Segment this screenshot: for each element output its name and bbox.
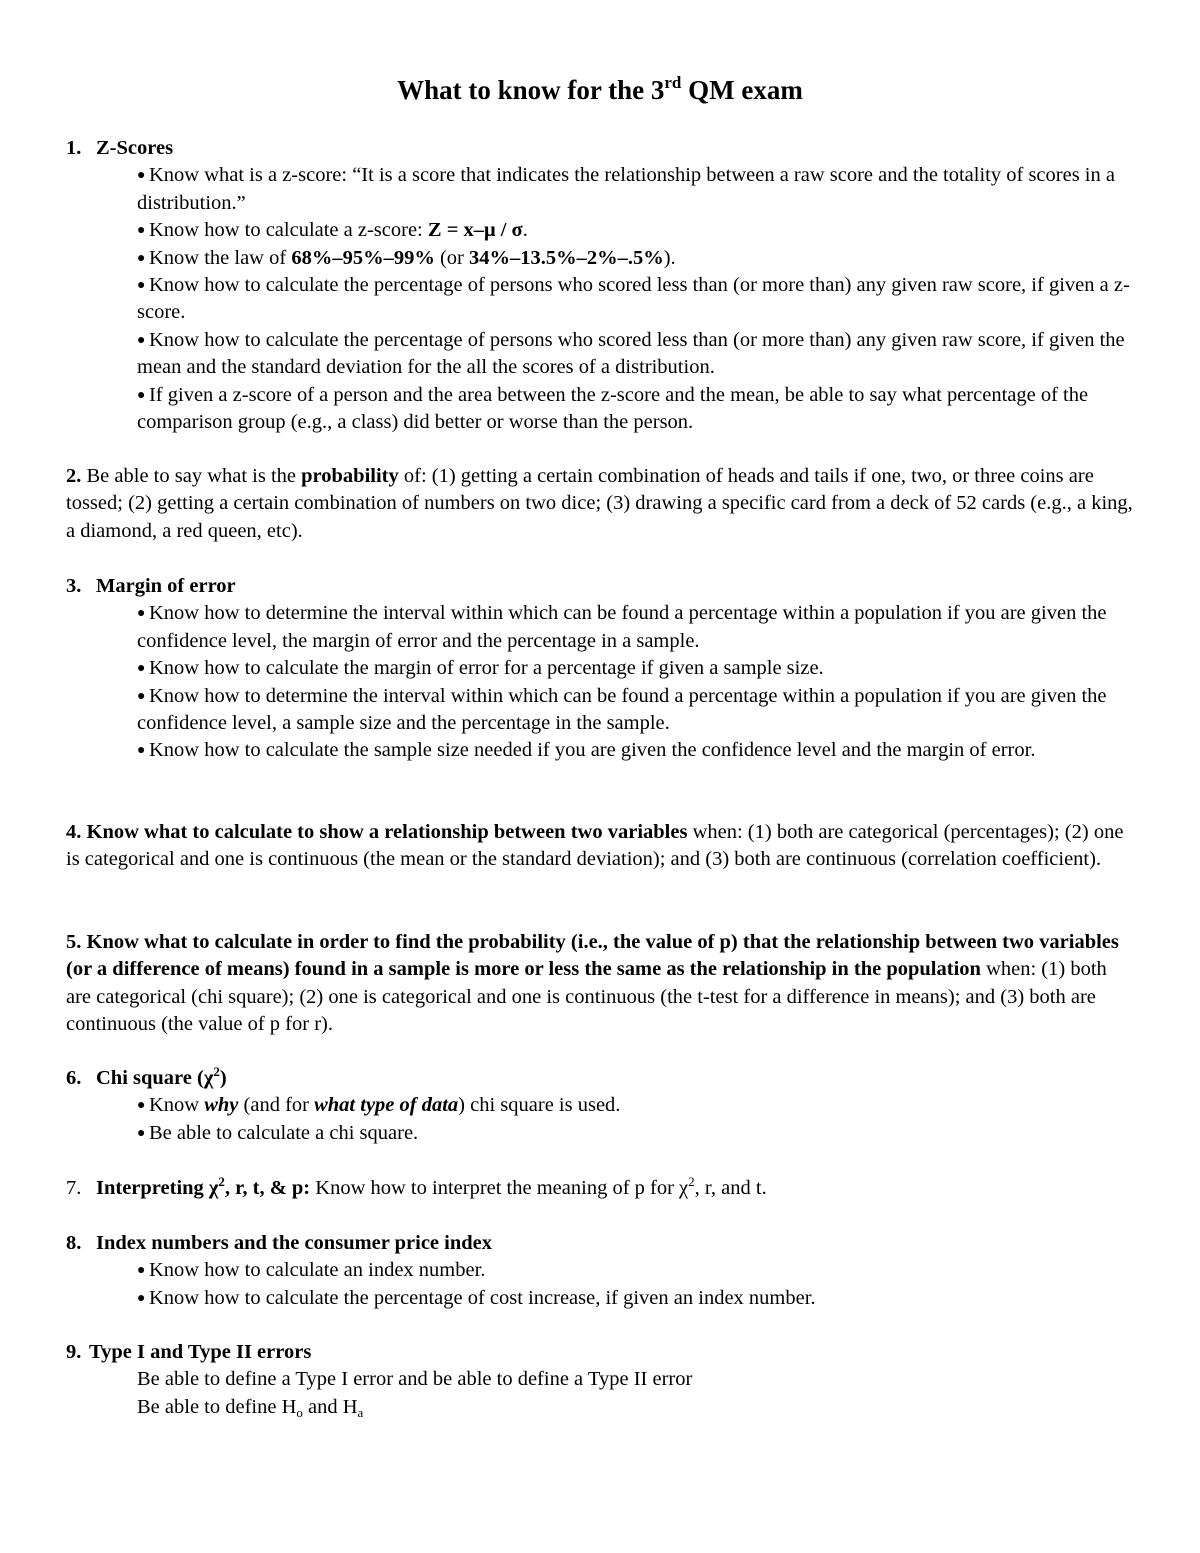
- bullet-item: ● Know how to calculate a z-score: Z = x–μ / σ.: [137, 217, 1136, 244]
- section-interpreting: 7. Interpreting $\chi^2$, r, t, & p: Know how to interpret the meaning of p for $\chi^2$, r, and t.: [66, 1174, 767, 1199]
- bullet-item: ● Know how to determine the interval within which can be found a percentage within a population if you are given the confidence level, the margin of error and the percentage in a sample.: [137, 600, 1136, 655]
- bullet-item: ● Know how to calculate the margin of error for a percentage if given a sample size.: [137, 655, 1136, 682]
- section-z-scores: [66, 135, 1136, 436]
- page-title: What to know for the 3rd QM exam: [397, 73, 803, 105]
- section-margin-of-error: [66, 573, 1136, 765]
- bullet-item: ● Know how to calculate an index number.: [137, 1257, 1136, 1284]
- bullet-item: ● Know how to calculate the sample size needed if you are given the confidence level and the margin of error.: [137, 737, 1136, 764]
- bullet-item: ● Know how to calculate the percentage of cost increase, if given an index number.: [137, 1285, 1136, 1312]
- section-index-numbers: [66, 1230, 1136, 1312]
- section-probability: 2. Be able to say what is the probability of: (1) getting a certain combination of heads and tails if one, two, or three coins are tossed; (2) getting a certain combination of numbers on two dice; (3) drawing a specific card from a deck of 52 cards (e.g., a king, a diamond, a red queen, etc).: [66, 465, 1133, 542]
- section-heading: 6. Chi square $(\chi^2)$: [66, 1064, 227, 1089]
- bullet-item: ● If given a z-score of a person and the area between the z-score and the mean, be able to say what percentage of the comparison group (e.g., a class) did better or worse than the person.: [137, 382, 1136, 437]
- bullet-item: ● Know how to calculate the percentage of persons who scored less than (or more than) any given raw score, if given the mean and the standard deviation for the all the scores of a distribution.: [137, 327, 1136, 382]
- bullet-item: ● Know the law of 68%–95%–99% (or 34%–13.5%–2%–.5%).: [137, 245, 1136, 272]
- bullet-item: ● Know why (and for what type of data) chi square is used.: [137, 1092, 1136, 1119]
- section-heading: 8. Index numbers and the consumer price index: [66, 1232, 492, 1254]
- bullet-item: ● Know what is a z-score: “It is a score that indicates the relationship between a raw score and the totality of scores in a distribution.”: [137, 162, 1136, 217]
- bullet-item: ● Be able to calculate a chi square.: [137, 1120, 1136, 1147]
- bullet-item: ● Know how to determine the interval within which can be found a percentage within a population if you are given the confidence level, a sample size and the percentage in the sample.: [137, 683, 1136, 738]
- section-heading: 1. Z-Scores: [66, 137, 174, 159]
- section-type-errors: [66, 1339, 1136, 1421]
- section-relationship: 4. Know what to calculate to show a relationship between two variables when: (1) both are categorical (percentages); (2) one is categorical and one is continuous (the mean or the standard deviation); and (3) both are continuous (correlation coefficient).: [66, 821, 1124, 871]
- list-item: Be able to define a Type I error and be able to define a Type II error: [137, 1368, 693, 1391]
- list-item: Be able to define $H_o$ and $H_a$: [137, 1395, 364, 1420]
- section-heading: 9. Type I and Type II errors: [66, 1341, 312, 1363]
- section-chi-square: [66, 1065, 1136, 1147]
- bullet-item: ● Know how to calculate the percentage of persons who scored less than (or more than) any given raw score, if given a z-score.: [137, 272, 1136, 327]
- section-probability-p: 5. Know what to calculate in order to find the probability (i.e., the value of p) that the relationship between two variables (or a difference of means) found in a sample is more or less the same as the relationship in the population when: (1) both are categorical (chi square); (2) one is categorical and one is continuous (the t-test for a difference in means); and (3) both are continuous (the value of p for r).: [66, 931, 1119, 1036]
- section-heading: 3. Margin of error: [66, 575, 236, 597]
